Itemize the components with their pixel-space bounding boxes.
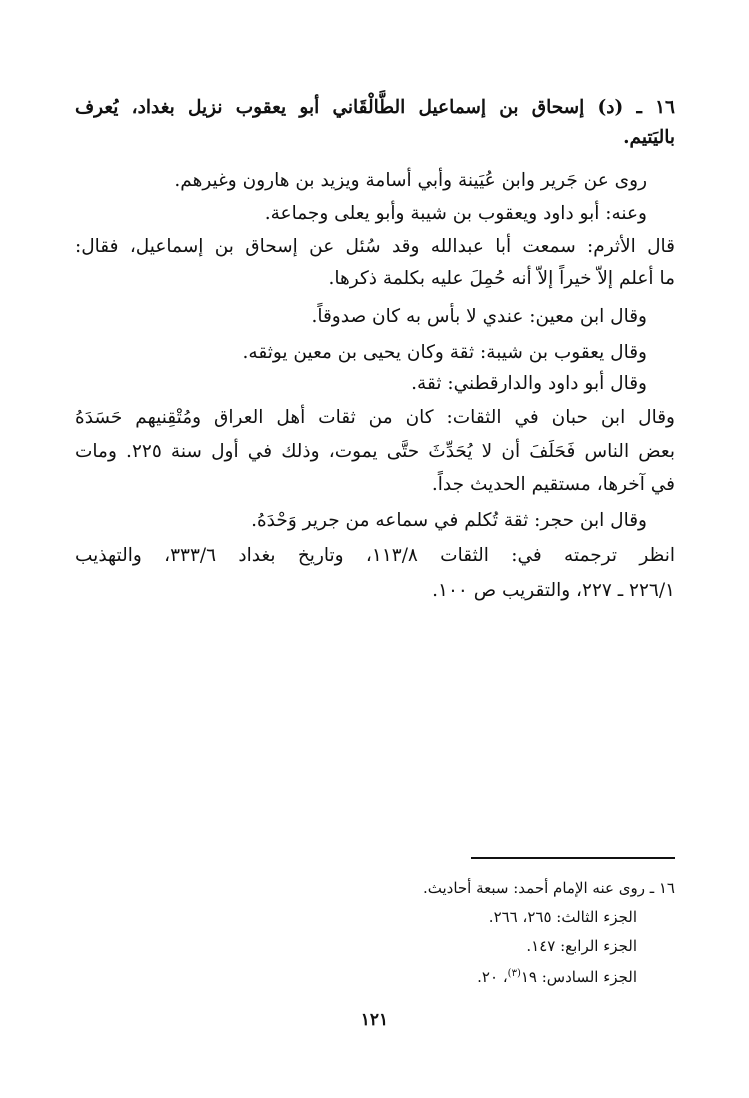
entry-athram-quote: قال الأثرم: سمعت أبا عبدالله وقد سُئل عن إسحاق بن إسماعيل، فقال: (75, 236, 675, 257)
entry-heading: ١٦ ـ (د) إسحاق بن إسماعيل الطَّالْقَاني أبو يعقوب نزيل بغداد، يُعرف (75, 97, 675, 118)
entry-ibn-main: وقال ابن معين: عندي لا بأس به كان صدوقاً. (311, 306, 647, 327)
entry-heading-cont: باليَتيم. (623, 127, 675, 148)
entry-references-cont: ٢٢٦/١ ـ ٢٢٧، والتقريب ص ١٠٠. (432, 580, 675, 601)
entry-abu-dawud: وقال أبو داود والدارقطني: ثقة. (411, 373, 647, 394)
entry-ibn-hibban-cont: بعض الناس فَحَلَفَ أن لا يُحَدِّثَ حتَّى يموت، وذلك في أول سنة ٢٢٥. ومات (75, 441, 675, 462)
footnote-part-6-end: ، ٢٠. (477, 968, 508, 986)
entry-athram-quote-cont: ما أعلم إلاّ خيراً إلاّ أنه حُمِلَ عليه بكلمة ذكرها. (328, 268, 675, 289)
footnote-part-4: الجزء الرابع: ١٤٧. (526, 937, 637, 955)
footnote-superscript: (٣) (507, 968, 521, 979)
footnote-part-6 (477, 960, 637, 991)
entry-ibn-hibban: وقال ابن حبان في الثقات: كان من ثقات أهل العراق ومُتْقِنيهم حَسَدَهُ (75, 407, 675, 428)
entry-yaqub: وقال يعقوب بن شيبة: ثقة وكان يحيى بن معين يوثقه. (242, 342, 647, 363)
footnote-part-6-text: الجزء السادس: ١٩ (520, 968, 637, 986)
footnote-separator (471, 857, 675, 859)
page-number: ١٢١ (360, 1010, 389, 1030)
entry-teachers: روى عن جَرير وابن عُيَينة وأبي أسامة ويزيد بن هارون وغيرهم. (174, 170, 647, 191)
footnote-part-3: الجزء الثالث: ٢٦٥، ٢٦٦. (488, 908, 637, 926)
entry-ibn-hajar: وقال ابن حجر: ثقة تُكلم في سماعه من جرير وَحْدَهُ. (251, 510, 647, 531)
footnote-intro: ١٦ ـ روى عنه الإمام أحمد: سبعة أحاديث. (422, 879, 675, 897)
entry-references: انظر ترجمته في: الثقات ١١٣/٨، وتاريخ بغداد ٣٣٣/٦، والتهذيب (75, 545, 675, 566)
entry-students: وعنه: أبو داود ويعقوب بن شيبة وأبو يعلى وجماعة. (264, 203, 647, 224)
entry-ibn-hibban-end: في آخرها، مستقيم الحديث جداً. (431, 474, 675, 495)
